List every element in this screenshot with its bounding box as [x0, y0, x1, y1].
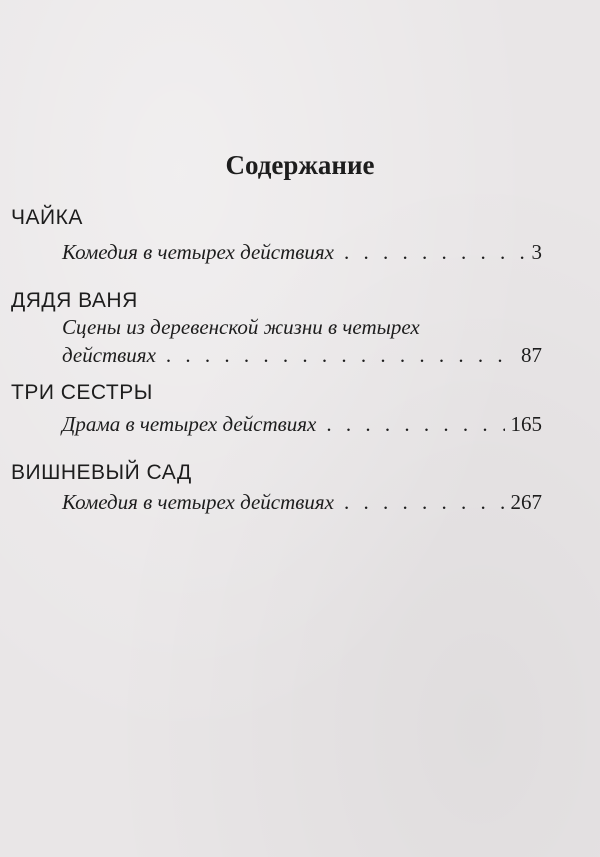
section-title-dyadya-vanya: ДЯДЯ ВАНЯ: [11, 289, 138, 312]
dot-leader: [344, 240, 526, 265]
dot-leader: [166, 343, 515, 368]
entry-description: Комедия в четырех действиях: [62, 490, 334, 514]
section-title-tri-sestry: ТРИ СЕСТРЫ: [11, 381, 153, 404]
toc-line: [62, 240, 542, 265]
page-title: Содержание: [225, 150, 375, 180]
toc-entry-vishnevyi-sad: [62, 490, 542, 515]
page-number: 165: [510, 412, 542, 436]
toc-entry-chaika: [62, 240, 542, 265]
section-title-chaika: ЧАЙКА: [11, 206, 83, 229]
toc-entry-dyadya-vanya: [62, 315, 542, 368]
toc-line: [62, 412, 542, 437]
entry-description: Комедия в четырех действиях: [62, 240, 334, 264]
dot-leader: [344, 490, 505, 515]
page-number: 3: [531, 240, 542, 264]
entry-description: Драма в четырех действиях: [62, 412, 317, 436]
section-title-vishnevyi-sad: ВИШНЕВЫЙ САД: [11, 461, 192, 484]
dot-leader: [326, 412, 504, 437]
entry-description: Сцены из деревенской жизни в четырех: [62, 315, 420, 339]
toc-line: [62, 490, 542, 515]
entry-description-continued: действиях: [62, 343, 156, 367]
page-number: 267: [510, 490, 542, 514]
toc-line: [62, 343, 542, 368]
page-number: 87: [521, 343, 542, 367]
toc-entry-tri-sestry: [62, 412, 542, 437]
